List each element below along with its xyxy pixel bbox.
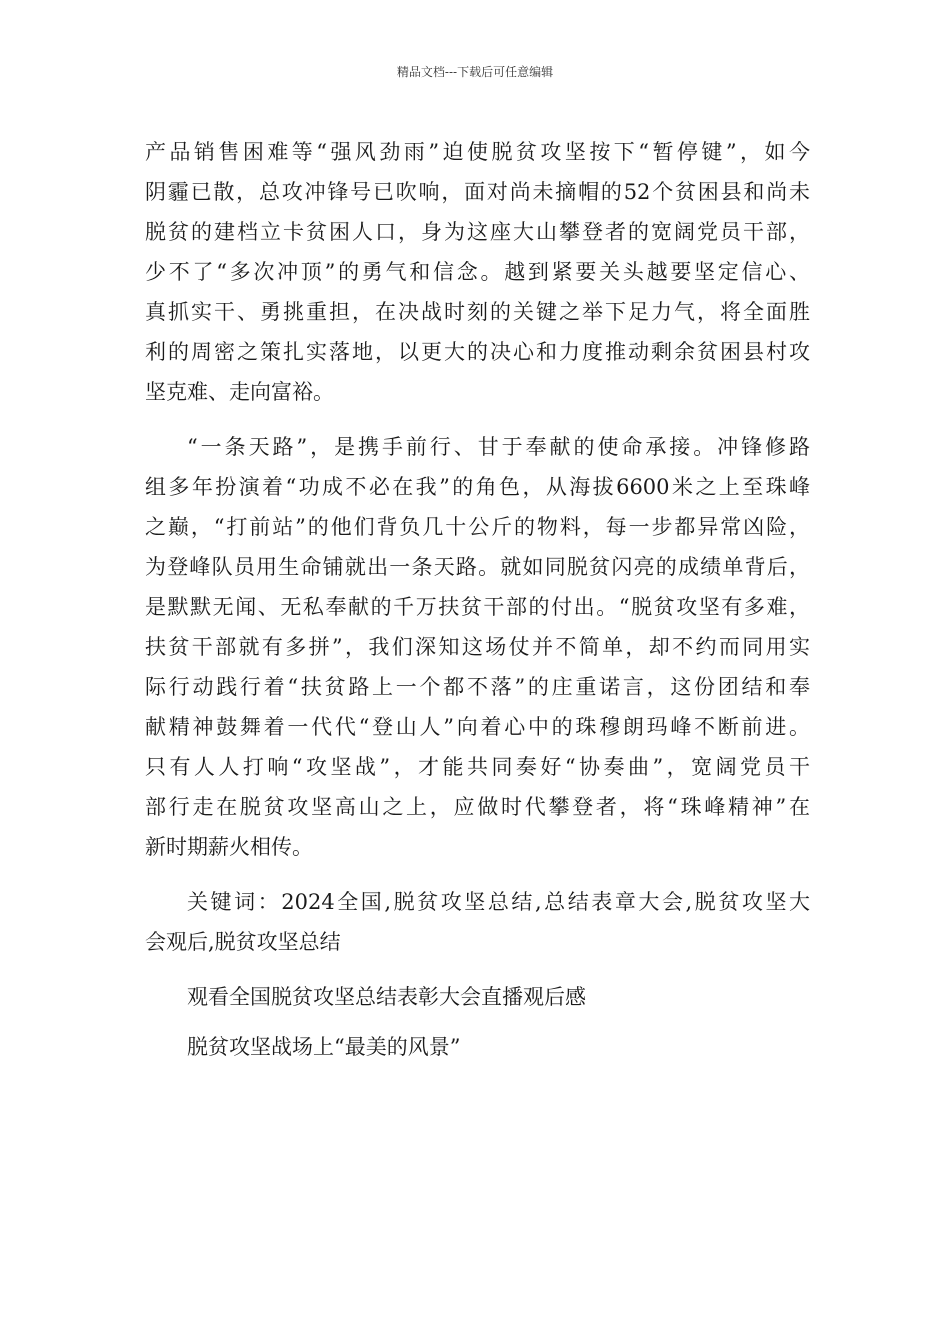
text-line: 只有人人打响“攻坚战”，才能共同奏好“协奏曲”，宽阔党员干 (145, 755, 810, 779)
related-article-link[interactable]: 脱贫攻坚战场上“最美的风景” (187, 1035, 461, 1059)
text-line: 际行动践行着“扶贫路上一个都不落”的庄重诺言，这份团结和奉 (145, 675, 810, 699)
text-line: 为登峰队员用生命铺就出一条天路。就如同脱贫闪亮的成绩单背后， (145, 555, 810, 579)
keywords-line: 关键词：2024全国,脱贫攻坚总结,总结表章大会,脱贫攻坚大 (187, 890, 810, 914)
keywords-paragraph (145, 882, 810, 962)
text-line: 利的周密之策扎实落地，以更大的决心和力度推动剩余贫困县村攻 (145, 340, 810, 364)
text-line: 新时期薪火相传。 (145, 835, 313, 859)
text-line: “一条天路”，是携手前行、甘于奉献的使命承接。冲锋修路 (187, 435, 810, 459)
paragraph-tianlu (145, 427, 810, 867)
text-line: 阴霾已散，总攻冲锋号已吹响，面对尚未摘帽的52个贫困县和尚未 (145, 180, 810, 204)
text-line: 坚克难、走向富裕。 (145, 380, 334, 404)
text-line: 产品销售困难等“强风劲雨”迫使脱贫攻坚按下“暂停键”，如今 (145, 140, 810, 164)
text-line: 是默默无闻、无私奉献的千万扶贫干部的付出。“脱贫攻坚有多难， (145, 595, 810, 619)
related-article-link[interactable]: 观看全国脱贫攻坚总结表彰大会直播观后感 (187, 985, 586, 1009)
keywords-line: 会观后,脱贫攻坚总结 (145, 930, 341, 954)
text-line: 脱贫的建档立卡贫困人口，身为这座大山攀登者的宽阔党员干部， (145, 220, 810, 244)
text-line: 献精神鼓舞着一代代“登山人”向着心中的珠穆朗玛峰不断前进。 (145, 715, 810, 739)
text-line: 扶贫干部就有多拼”，我们深知这场仗并不简单，却不约而同用实 (145, 635, 810, 659)
document-body (145, 132, 810, 1077)
page-header: 精品文档---下载后可任意编辑 (396, 65, 554, 79)
text-line: 之巅，“打前站”的他们背负几十公斤的物料，每一步都异常凶险， (145, 515, 810, 539)
text-line: 真抓实干、勇挑重担，在决战时刻的关键之举下足力气，将全面胜 (145, 300, 810, 324)
text-line: 组多年扮演着“功成不必在我”的角色，从海拔6600米之上至珠峰 (145, 475, 810, 499)
text-line: 部行走在脱贫攻坚高山之上，应做时代攀登者，将“珠峰精神”在 (145, 795, 810, 819)
paragraph-continuation (145, 132, 810, 412)
text-line: 少不了“多次冲顶”的勇气和信念。越到紧要关头越要坚定信心、 (145, 260, 810, 284)
